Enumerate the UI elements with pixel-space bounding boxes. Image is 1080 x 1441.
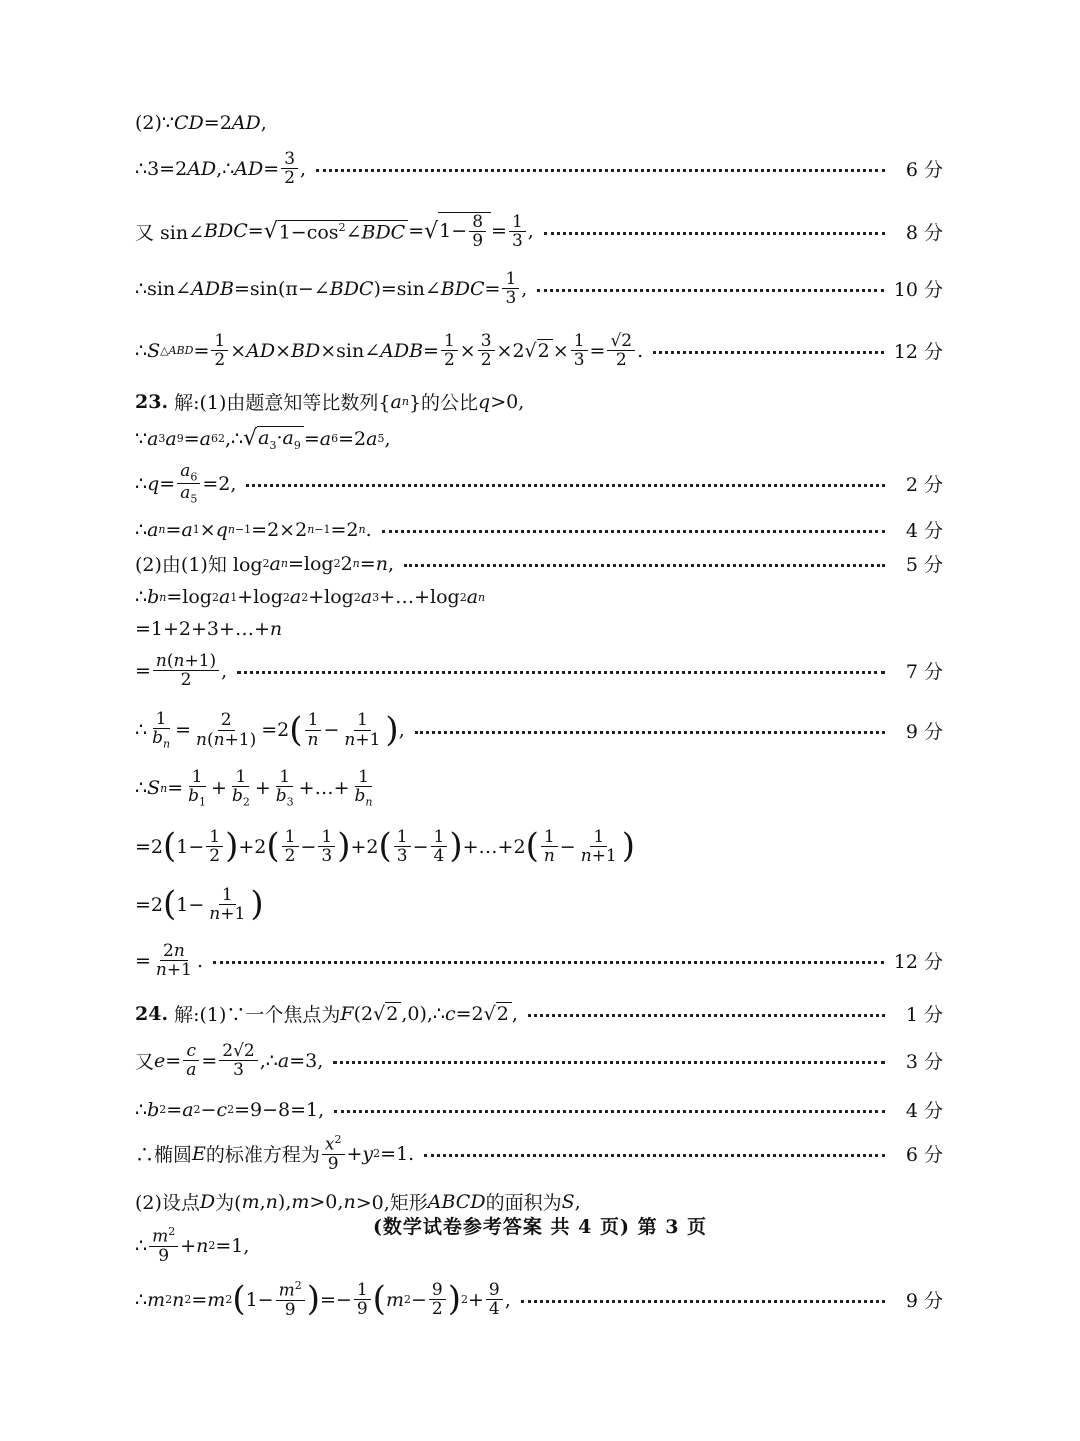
dot-leader — [544, 232, 885, 235]
score-label: 6 分 — [905, 159, 943, 182]
score-label: 10 分 — [893, 279, 943, 302]
step-line: 又 sin∠ BDC = √ $1-\cos^2\angle BDC$ = √ 1− $\frac{8}{9}$ = $\frac{1}{3}$ , 8 分 — [135, 211, 943, 252]
dot-leader — [382, 530, 885, 533]
step-line: 又 e = $\frac{c}{a}$ = $\frac{2√2}{3}$ ,∴ a =3, 3 分 — [135, 1041, 943, 1081]
step-line: ∴椭圆 E 的标准方程为 $\frac{x^2}{9}$ + y 2 =1. 6 分 — [135, 1133, 943, 1175]
score-label: 3 分 — [905, 1051, 943, 1074]
step-line: ∴ q = $\frac{a_6}{a_5}$ =2, 2 分 — [135, 461, 943, 506]
dot-leader — [333, 1061, 885, 1064]
score-label: 1 分 — [905, 1004, 943, 1026]
step-line: ∴ $\frac{1}{b_n}$ = $\frac{2}{n(n+1)}$ =2 ( $\frac{1}{n}$ − $\frac{1}{n+1}$ ) , 9 分 — [135, 709, 943, 751]
dot-leader — [213, 961, 884, 964]
dot-leader — [528, 1014, 885, 1017]
step-line: (2)∵ CD =2 AD , — [135, 112, 267, 134]
dot-leader — [537, 289, 883, 292]
dot-leader — [404, 564, 885, 567]
step-line: ∴ b 2 = a 2 − c 2 =9−8=1, 4 分 — [135, 1096, 943, 1123]
step-line: ∴ b n =log 2 a 1 +log 2 a 2 +log 2 a 3 +…+log 2 a n — [135, 586, 486, 608]
dot-leader — [424, 1154, 885, 1157]
score-label: 9 分 — [905, 720, 943, 743]
step-line: = $\frac{2n}{n+1}$ . 12 分 — [135, 941, 943, 981]
step-line: ∴ S △ABD = $\frac{1}{2}$ × AD × BD ×sin∠ ADB = $\frac{1}{2}$ × $\frac{3}{2}$ ×2√ 2 × $\frac{1}{3}$ = $\frac{√2}{2}$ . 12 分 — [135, 331, 943, 371]
step-line: =1+2+3+…+ n — [135, 618, 283, 640]
score-label: 2 分 — [905, 474, 943, 497]
score-label: 6 分 — [905, 1144, 943, 1167]
dot-leader — [334, 1110, 885, 1113]
dot-leader — [415, 731, 885, 734]
step-line: ∴ $\frac{m^2}{9}$ + n 2 =1, — [135, 1225, 250, 1267]
step-line: (2)由(1)知 log 2 a n =log 2 2 n = n , 5 分 — [135, 550, 943, 577]
score-label: 5 分 — [905, 554, 943, 576]
step-line: (2)设点 D 为( m , n ), m >0, n >0,矩形 ABCD 的面积为 S , — [135, 1190, 581, 1214]
dot-leader — [521, 1300, 885, 1303]
step-line: = $\frac{n(n+1)}{2}$ , 7 分 — [135, 651, 943, 691]
step-line: =2 ( 1− $\frac{1}{2}$ ) +2 ( $\frac{1}{2}$ − $\frac{1}{3}$ ) +2 ( $\frac{1}{3}$ − $\frac{1}{4}$ ) +…+2 ( $\frac{1}{n}$ − $\frac{1}{n+1}$ ) — [135, 826, 635, 867]
score-label: 8 分 — [905, 221, 943, 244]
problem-23-heading: 23. 解:(1)由题意知等比数列{ a n }的公比 q >0, — [135, 390, 525, 414]
score-label: 7 分 — [905, 661, 943, 684]
step-line: ∵ a 3 a 9 = a 6 2 ,∴ √ $a_3\cdot a_9$ = a 6 =2 a 5 , — [135, 426, 391, 452]
dot-leader — [316, 169, 885, 172]
step-line: ∴3=2 AD ,∴ AD = $\frac{3}{2}$ , 6 分 — [135, 149, 943, 189]
score-label: 4 分 — [905, 1100, 943, 1122]
score-label: 9 分 — [905, 1290, 943, 1313]
step-line: ∴ m 2 n 2 = m 2 ( 1− $\frac{m^2}{9}$ ) =− $\frac{1}{9}$ ( m 2 − $\frac{9}{2}$ ) 2 + $\frac{9}{4}$ , 9 分 — [135, 1279, 943, 1321]
step-line: ∴ a n = a 1 × q n−1 =2×2 n−1 =2 n . 4 分 — [135, 516, 943, 543]
problem-24-heading: 24. 解:(1)∵一个焦点为 F (2√ 2 ,0),∴ c =2√ 2 , 1 分 — [135, 1000, 943, 1027]
score-label: 4 分 — [905, 520, 943, 542]
dot-leader — [653, 351, 884, 354]
score-label: 12 分 — [893, 341, 943, 364]
dot-leader — [246, 484, 885, 487]
score-label: 12 分 — [893, 951, 943, 974]
step-line: ∴sin∠ ADB =sin(π−∠ BDC )=sin∠ BDC = $\frac{1}{3}$ , 10 分 — [135, 269, 943, 309]
step-line: ∴ S n = $\frac{1}{b_1}$ + $\frac{1}{b_2}$ + $\frac{1}{b_3}$ +…+ $\frac{1}{b_n}$ — [135, 767, 373, 809]
page-footer: (数学试卷参考答案 共 4 页) 第 3 页 — [372, 1216, 708, 1238]
step-line: =2 ( 1− $\frac{1}{n+1}$ ) — [135, 884, 264, 925]
dot-leader — [237, 671, 885, 674]
